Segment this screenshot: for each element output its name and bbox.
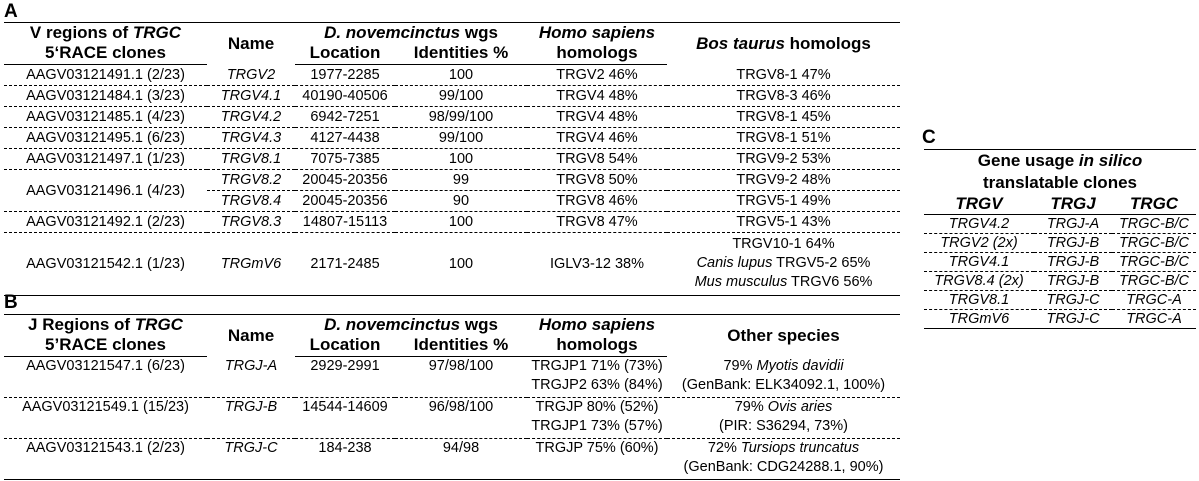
- header-other: Other species: [727, 325, 840, 345]
- location-cell: 4127-4438: [295, 128, 395, 149]
- clone-cell: AAGV03121497.1 (1/23): [4, 149, 207, 170]
- panel-label-c: C: [922, 127, 936, 148]
- identities-cell: 94/98: [442, 440, 480, 456]
- name-cell: TRGV2: [207, 65, 295, 86]
- name-cell: TRGJ-C: [224, 440, 278, 456]
- header-homo: Homo sapiens: [538, 315, 656, 334]
- table-j-regions: [4, 314, 900, 480]
- header-location: Location: [295, 335, 395, 357]
- homo-cell: TRGJP1 71% (73%) TRGJP2 63% (84%): [527, 357, 667, 398]
- homo-cell: TRGV8 54%: [527, 149, 667, 170]
- clone-cell: AAGV03121484.1 (3/23): [4, 86, 207, 107]
- clone-cell: AAGV03121549.1 (15/23): [4, 398, 207, 439]
- trgc-cell: TRGC-B/C: [1112, 215, 1196, 234]
- location-cell: 1977-2285: [295, 65, 395, 86]
- table-row: [4, 86, 900, 107]
- name-cell: TRGV8.3: [207, 212, 295, 233]
- title-row: [924, 150, 1196, 173]
- table-row: [924, 215, 1196, 234]
- name-cell: TRGV4.3: [207, 128, 295, 149]
- name-cell: TRGJ-A: [207, 357, 295, 398]
- location-cell: 14807-15113: [295, 212, 395, 233]
- identities-cell: 96/98/100: [395, 398, 527, 439]
- bos-cell: TRGV5-1 43%: [667, 212, 900, 233]
- clone-cell: AAGV03121492.1 (2/23): [4, 212, 207, 233]
- clone-cell: AAGV03121491.1 (2/23): [4, 65, 207, 86]
- header-identities: Identities %: [395, 43, 527, 65]
- homo-cell: TRGV8 46%: [527, 191, 667, 212]
- header-clone: V regions of TRGC: [29, 23, 182, 42]
- table-row: [4, 398, 900, 439]
- clone-cell: AAGV03121496.1 (4/23): [4, 170, 207, 212]
- table-gene-usage: [924, 149, 1196, 329]
- header-bos: Bos taurus homologs: [696, 33, 871, 53]
- clone-cell: AAGV03121495.1 (6/23): [4, 128, 207, 149]
- identities-cell: 99/100: [395, 128, 527, 149]
- name-cell: TRGV4.1: [207, 86, 295, 107]
- location-cell: 7075-7385: [295, 149, 395, 170]
- header-row: [4, 23, 900, 44]
- trgc-cell: TRGC-A: [1126, 311, 1182, 327]
- other-cell: 72% Tursiops truncatus (GenBank: CDG24288.1, 90%): [683, 440, 884, 475]
- trgj-cell: TRGJ-C: [1046, 311, 1100, 327]
- bos-cell: TRGV8-1 51%: [667, 128, 900, 149]
- bos-cell: TRGV5-1 49%: [667, 191, 900, 212]
- trgv-cell: TRGV2 (2x): [924, 234, 1034, 253]
- name-cell: TRGV8.4: [207, 191, 295, 212]
- table-row: [924, 291, 1196, 310]
- identities-cell: 100: [395, 212, 527, 233]
- header-row: [4, 315, 900, 336]
- bos-cell: TRGV10-1 64% Canis lupus TRGV5-2 65% Mus musculus TRGV6 56%: [694, 236, 873, 290]
- header-row: [924, 194, 1196, 215]
- table-row: [924, 272, 1196, 291]
- bos-cell: TRGV9-2 48%: [667, 170, 900, 191]
- location-cell: 20045-20356: [295, 170, 395, 191]
- trgv-cell: TRGmV6: [948, 311, 1010, 327]
- location-cell: 2929-2991: [295, 357, 395, 398]
- homo-cell: TRGV2 46%: [527, 65, 667, 86]
- header-location: Location: [295, 43, 395, 65]
- trgc-cell: TRGC-A: [1112, 291, 1196, 310]
- location-cell: 184-238: [318, 440, 372, 456]
- identities-cell: 100: [448, 256, 474, 272]
- table-row: [4, 212, 900, 233]
- name-cell: TRGV8.1: [207, 149, 295, 170]
- name-cell: TRGV4.2: [207, 107, 295, 128]
- table-row: [924, 234, 1196, 253]
- identities-cell: 98/99/100: [395, 107, 527, 128]
- panel-label-a: A: [4, 1, 18, 22]
- homo-cell: TRGV8 47%: [527, 212, 667, 233]
- bos-cell: TRGV8-1 45%: [667, 107, 900, 128]
- trgj-cell: TRGJ-B: [1034, 253, 1112, 272]
- header-clone-line2: 5‘RACE clones: [4, 43, 207, 65]
- title-row: [924, 172, 1196, 194]
- header-homo-line2: homologs: [527, 335, 667, 357]
- header-homo-line2: homologs: [527, 43, 667, 65]
- gene-usage-subtitle: translatable clones: [982, 173, 1137, 192]
- identities-cell: 100: [395, 65, 527, 86]
- identities-cell: 99/100: [395, 86, 527, 107]
- trgv-cell: TRGV8.4 (2x): [924, 272, 1034, 291]
- gene-usage-title: Gene usage in silico: [977, 151, 1143, 170]
- panel-label-b: B: [4, 292, 18, 313]
- location-cell: 2171-2485: [310, 256, 380, 272]
- bos-cell: TRGV8-3 46%: [667, 86, 900, 107]
- header-trgc: TRGC: [1112, 194, 1196, 215]
- homo-cell: TRGV4 48%: [527, 86, 667, 107]
- header-wgs: D. novemcinctus wgs: [324, 315, 498, 334]
- table-row: [4, 65, 900, 86]
- clone-cell: AAGV03121542.1 (1/23): [26, 256, 185, 272]
- trgv-cell: TRGV4.1: [924, 253, 1034, 272]
- name-cell: TRGmV6: [220, 256, 282, 272]
- trgc-cell: TRGC-B/C: [1112, 234, 1196, 253]
- location-cell: 20045-20356: [295, 191, 395, 212]
- trgc-cell: TRGC-B/C: [1112, 253, 1196, 272]
- name-cell: TRGJ-B: [207, 398, 295, 439]
- identities-cell: 97/98/100: [395, 357, 527, 398]
- table-row: [4, 149, 900, 170]
- trgv-cell: TRGV4.2: [924, 215, 1034, 234]
- identities-cell: 90: [395, 191, 527, 212]
- identities-cell: 100: [395, 149, 527, 170]
- header-name: Name: [227, 325, 275, 345]
- homo-cell: TRGV4 46%: [527, 128, 667, 149]
- table-v-regions: [4, 22, 900, 296]
- bos-cell: TRGV9-2 53%: [667, 149, 900, 170]
- header-clone-line2: 5’RACE clones: [4, 335, 207, 357]
- trgv-cell: TRGV8.1: [924, 291, 1034, 310]
- homo-cell: TRGV8 50%: [527, 170, 667, 191]
- trgj-cell: TRGJ-B: [1034, 234, 1112, 253]
- location-cell: 40190-40506: [295, 86, 395, 107]
- clone-cell: AAGV03121485.1 (4/23): [4, 107, 207, 128]
- homo-cell: TRGJP 75% (60%): [535, 440, 659, 456]
- identities-cell: 99: [395, 170, 527, 191]
- other-cell: 79% Ovis aries (PIR: S36294, 73%): [667, 398, 900, 439]
- homo-cell: TRGV4 48%: [527, 107, 667, 128]
- name-cell: TRGV8.2: [207, 170, 295, 191]
- header-identities: Identities %: [395, 335, 527, 357]
- other-cell: 79% Myotis davidii (GenBank: ELK34092.1, 100%): [667, 357, 900, 398]
- table-row: [4, 357, 900, 398]
- clone-cell: AAGV03121543.1 (2/23): [26, 440, 185, 456]
- trgj-cell: TRGJ-A: [1034, 215, 1112, 234]
- homo-cell: IGLV3-12 38%: [549, 256, 645, 272]
- trgc-cell: TRGC-B/C: [1112, 272, 1196, 291]
- table-row: [924, 253, 1196, 272]
- table-row: [924, 310, 1196, 329]
- trgj-cell: TRGJ-C: [1034, 291, 1112, 310]
- table-row: [4, 233, 900, 296]
- table-row: [4, 128, 900, 149]
- table-row: [4, 170, 900, 191]
- header-clone: J Regions of TRGC: [28, 315, 183, 334]
- table-row: [4, 439, 900, 480]
- trgj-cell: TRGJ-B: [1034, 272, 1112, 291]
- bos-cell: TRGV8-1 47%: [667, 65, 900, 86]
- location-cell: 14544-14609: [295, 398, 395, 439]
- clone-cell: AAGV03121547.1 (6/23): [4, 357, 207, 398]
- header-wgs: D. novemcinctus wgs: [324, 23, 498, 42]
- header-name: Name: [227, 33, 275, 53]
- homo-cell: TRGJP 80% (52%) TRGJP1 73% (57%): [527, 398, 667, 439]
- table-row: [4, 107, 900, 128]
- header-trgj: TRGJ: [1034, 194, 1112, 215]
- header-trgv: TRGV: [924, 194, 1034, 215]
- location-cell: 6942-7251: [295, 107, 395, 128]
- header-homo: Homo sapiens: [538, 23, 656, 42]
